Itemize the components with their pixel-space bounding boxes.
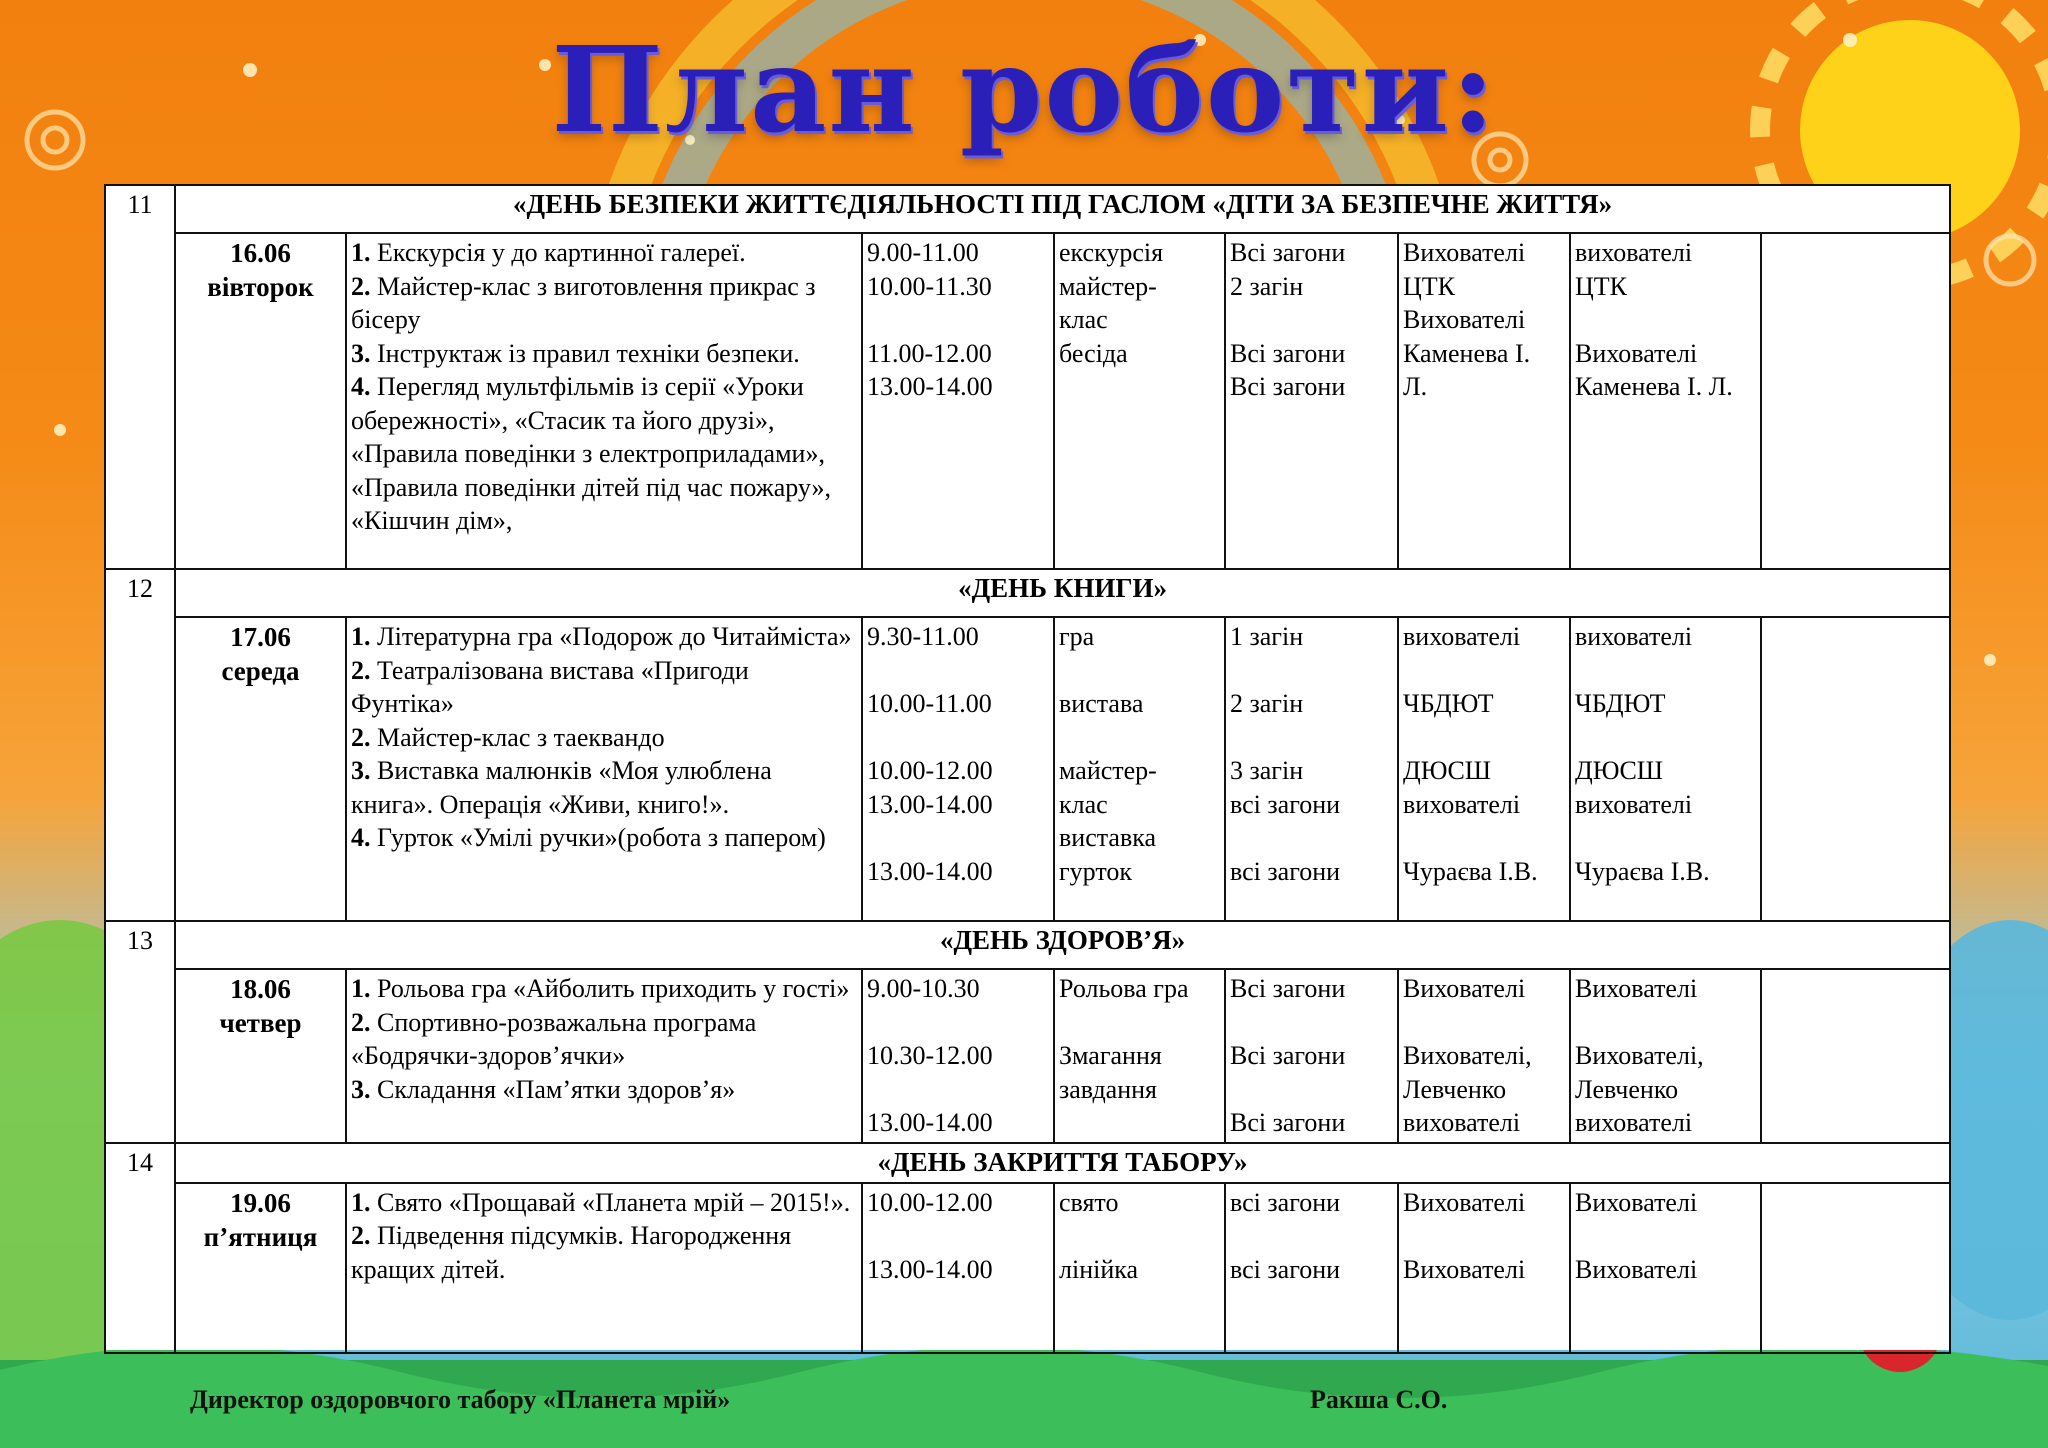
time-cell: 9.30-11.00 10.00-11.00 10.00-12.00 13.00-14.00 13.00-14.00 (862, 617, 1054, 921)
activity-item: 3. Складання «Пам’ятки здоров’я» (351, 1074, 736, 1104)
executors-cell: Вихователі Вихователі (1570, 1183, 1761, 1353)
time-cell: 9.00-11.00 10.00-11.30 11.00-12.00 13.00-14.00 (862, 233, 1054, 569)
table-row (105, 1183, 1950, 1353)
schedule-table (104, 184, 1951, 1354)
activity-item: 1. Екскурсія у до картинної галереї. (351, 238, 746, 267)
day-heading: «ДЕНЬ ЗДОРОВ’Я» (175, 921, 1950, 969)
time-cell: 10.00-12.00 13.00-14.00 (862, 1183, 1054, 1353)
empty-cell (1761, 617, 1950, 921)
date: 17.06 (230, 622, 291, 652)
date: 16.06 (230, 238, 291, 268)
activity-item: 2. Спортивно-розважальна програма «Бодрячки-здоров’ячки» (351, 1007, 757, 1070)
groups-cell: 1 загін 2 загін 3 загін всі загони всі загони (1225, 617, 1398, 921)
groups-cell: Всі загони Всі загони Всі загони (1225, 969, 1398, 1143)
time-cell: 9.00-10.30 10.30-12.00 13.00-14.00 (862, 969, 1054, 1143)
date-cell (175, 617, 346, 921)
weekday: четвер (219, 1008, 302, 1038)
form-cell: екскурсія майстер- клас бесіда (1054, 233, 1225, 569)
responsible-cell: Вихователі Вихователі, Левченко вихователі (1398, 969, 1570, 1143)
groups-cell: всі загони всі загони (1225, 1183, 1398, 1353)
footer-signature-name: Ракша С.О. (1310, 1385, 1448, 1414)
weekday: п’ятниця (203, 1221, 318, 1252)
activity-item: 1. Літературна гра «Подорож до Читаймiста» (351, 622, 852, 651)
date-cell (175, 1183, 346, 1353)
activities-cell (346, 233, 862, 569)
table-row-day-heading (105, 569, 1950, 617)
activity-item: 3. Виставка малюнків «Моя улюблена книга». Операція «Живи, книго!». (351, 756, 772, 819)
table-row-day-heading (105, 1143, 1950, 1183)
day-number: 11 (105, 185, 175, 569)
table-row-day-heading (105, 921, 1950, 969)
form-cell: гра вистава майстер- клас виставка гурток (1054, 617, 1225, 921)
activity-item: 1. Свято «Прощавай «Планета мрій – 2015!». (351, 1187, 851, 1217)
date: 19.06 (230, 1187, 291, 1218)
day-heading: «ДЕНЬ КНИГИ» (175, 569, 1950, 617)
responsible-cell: вихователі ЧБДЮТ ДЮСШ вихователі Чураєва І.В. (1398, 617, 1570, 921)
table-row-day-heading (105, 185, 1950, 233)
form-cell: Рольова гра Змагання завдання (1054, 969, 1225, 1143)
activity-item: 1. Рольова гра «Айболить приходить у гості» (351, 974, 850, 1003)
table-row (105, 617, 1950, 921)
date-cell (175, 233, 346, 569)
form-cell: свято лінійка (1054, 1183, 1225, 1353)
activities-cell (346, 969, 862, 1143)
executors-cell: вихователі ЦТК Вихователі Каменева І. Л. (1570, 233, 1761, 569)
day-heading: «ДЕНЬ БЕЗПЕКИ ЖИТТЄДІЯЛЬНОСТІ ПІД ГАСЛОМ «ДІТИ ЗА БЕЗПЕЧНЕ ЖИТТЯ» (175, 185, 1950, 233)
weekday: середа (221, 656, 300, 686)
day-heading: «ДЕНЬ ЗАКРИТТЯ ТАБОРУ» (175, 1143, 1950, 1183)
activity-item: 4. Гурток «Умілі ручки»(робота з папером) (351, 823, 826, 852)
activities-cell (346, 1183, 862, 1353)
day-number: 13 (105, 921, 175, 1143)
page-title: План роботи: (551, 20, 1497, 159)
executors-cell: вихователі ЧБДЮТ ДЮСШ вихователі Чураєва І.В. (1570, 617, 1761, 921)
day-number: 12 (105, 569, 175, 921)
empty-cell (1761, 1183, 1950, 1353)
date: 18.06 (230, 974, 291, 1004)
footer-director: Директор оздоровчого табору «Планета мрій» (190, 1385, 731, 1414)
responsible-cell: Вихователі ЦТК Вихователі Каменева І. Л. (1398, 233, 1570, 569)
table-row (105, 969, 1950, 1143)
activity-item: 2. Майстер-клас з виготовлення прикрас з бісеру (351, 271, 816, 334)
table-row (105, 233, 1950, 569)
activity-item: 2. Підведення підсумків. Нагородження кращих дітей. (351, 1221, 792, 1284)
day-number: 14 (105, 1143, 175, 1353)
executors-cell: Вихователі Вихователі, Левченко вихователі (1570, 969, 1761, 1143)
activity-item: 2. Театралізована вистава «Пригоди Фунтіка» (351, 655, 749, 718)
weekday: вівторок (207, 272, 314, 302)
responsible-cell: Вихователі Вихователі (1398, 1183, 1570, 1353)
activities-cell (346, 617, 862, 921)
activity-item: 4. Перегляд мультфільмів із серії «Уроки обережності», «Стасик та його друзі», «Правила поведінки з електроприладами», «Правила поведінки дітей під час пожару», «Кішчин дім», (351, 372, 832, 535)
groups-cell: Всі загони 2 загін Всі загони Всі загони (1225, 233, 1398, 569)
date-cell (175, 969, 346, 1143)
empty-cell (1761, 969, 1950, 1143)
activity-item: 3. Інструктаж із правил техніки безпеки. (351, 338, 800, 368)
empty-cell (1761, 233, 1950, 569)
activity-item: 2. Майстер-клас з таеквандо (351, 722, 665, 752)
